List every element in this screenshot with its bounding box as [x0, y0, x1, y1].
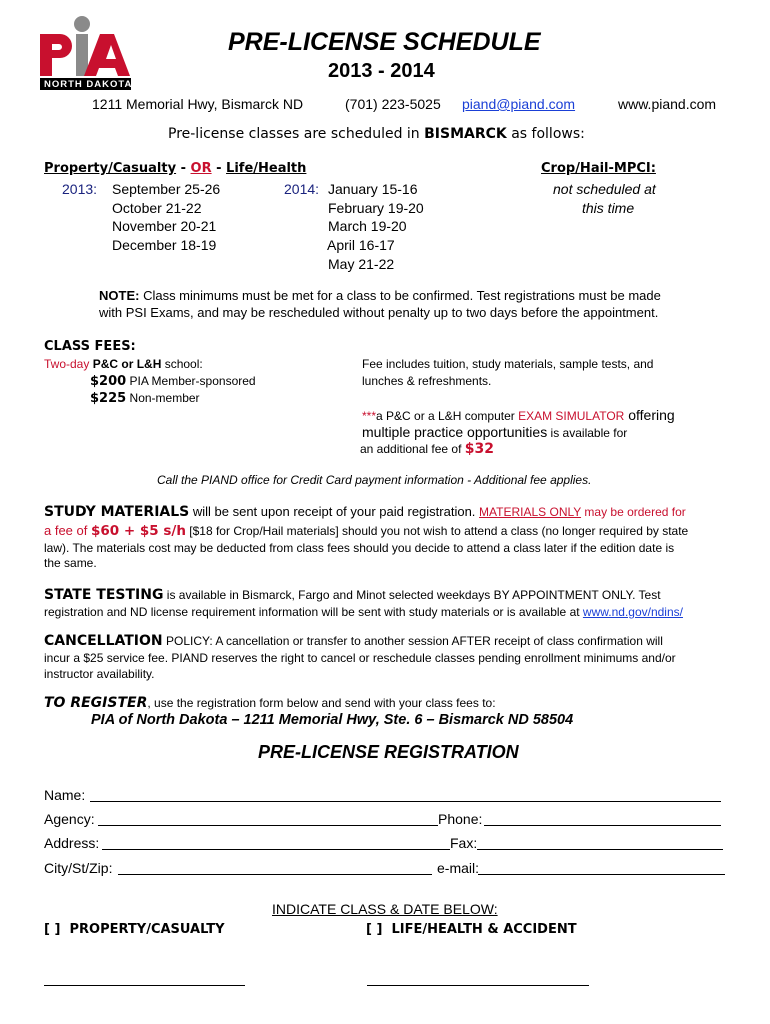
date-2014-4: April 16-17: [327, 237, 395, 253]
fees-heading: CLASS FEES:: [44, 339, 136, 354]
agency-field[interactable]: [98, 825, 438, 826]
simulator-line-2: [362, 424, 627, 442]
testing-heading: STATE TESTING: [44, 587, 164, 603]
header-address: 1211 Memorial Hwy, Bismarck ND: [92, 96, 304, 112]
simulator-line-3: [360, 441, 494, 457]
city-label: City/St/Zip:: [44, 860, 113, 876]
member-text: PIA Member-sponsored: [126, 374, 256, 388]
testing-link[interactable]: www.nd.gov/ndins/: [582, 605, 683, 619]
register-line: [44, 695, 496, 711]
agency-label: Agency:: [44, 811, 95, 827]
crop-line-1: not scheduled at: [553, 181, 656, 197]
sim-line2a: multiple practice opportunities: [362, 424, 548, 440]
sim-red: EXAM SIMULATOR: [518, 409, 625, 423]
page-title: PRE-LICENSE SCHEDULE: [228, 28, 541, 56]
fax-field[interactable]: [477, 849, 723, 850]
pc-date-field[interactable]: [44, 985, 245, 986]
indicate-label: INDICATE CLASS & DATE BELOW:: [272, 901, 498, 917]
fees-includes-2: lunches & refreshments.: [362, 374, 492, 388]
or-label: OR: [190, 161, 212, 176]
sim-offering: offering: [624, 407, 675, 423]
credit-card-note: Call the PIAND office for Credit Card payment information - Additional fee applies.: [157, 473, 592, 487]
fees-twoday: Two-day: [44, 357, 93, 371]
testing-text-1: is available in Bismarck, Fargo and Minot selected weekdays BY APPOINTMENT ONLY. Test: [163, 588, 661, 602]
page-year: 2013 - 2014: [328, 60, 435, 82]
testing-text-2: registration and ND license requirement information will be sent with study materials or is available at: [44, 605, 583, 619]
address-label: Address:: [44, 835, 100, 851]
sim-line3: an additional fee of: [360, 442, 465, 456]
schedule-heading: [44, 161, 306, 176]
study-text-2: may be ordered for: [581, 505, 686, 519]
date-2014-1: January 15-16: [328, 181, 418, 197]
simulator-line-1: [362, 407, 675, 423]
lh-checkbox-label: LIFE/HEALTH & ACCIDENT: [391, 922, 577, 937]
sim-stars: ***: [362, 409, 377, 423]
nonmember-price: $225: [90, 391, 127, 406]
study-fee-prefix: a fee of: [44, 523, 91, 538]
fees-school-bold: P&C or L&H: [92, 357, 162, 371]
dash-1: -: [176, 161, 191, 176]
study-fee-price: $60 + $5 s/h: [90, 523, 186, 539]
crop-label: Crop/Hail-MPCI:: [541, 161, 656, 176]
sim-line2b: is available for: [547, 426, 628, 440]
date-2014-2: February 19-20: [328, 200, 424, 216]
lh-checkbox[interactable]: [ ]: [366, 922, 383, 937]
register-text: , use the registration form below and send with your class fees to:: [147, 696, 496, 710]
lh-date-field[interactable]: [367, 985, 589, 986]
email-label: e-mail:: [437, 860, 480, 876]
testing-line-2: [44, 605, 683, 619]
cancel-text-1: POLICY: A cancellation or transfer to another session AFTER receipt of class confirmation will: [162, 634, 663, 648]
form-title: PRE-LICENSE REGISTRATION: [258, 742, 519, 762]
testing-line-1: [44, 587, 661, 603]
nonmember-text: Non-member: [126, 391, 200, 405]
study-line-4: the same.: [44, 556, 97, 570]
register-heading: TO REGISTER: [44, 695, 148, 711]
study-line-1: [44, 504, 686, 520]
pia-logo: [38, 14, 133, 92]
member-price: $200: [90, 374, 127, 389]
study-heading: STUDY MATERIALS: [44, 504, 190, 520]
fees-includes-1: Fee includes tuition, study materials, sample tests, and: [362, 357, 654, 371]
date-2014-5: May 21-22: [328, 256, 395, 272]
date-2013-3: November 20-21: [112, 218, 217, 234]
name-field[interactable]: [90, 801, 721, 802]
study-text-3: [$18 for Crop/Hail materials] should you not wish to attend a class (no longer required by state: [185, 524, 689, 538]
fees-nonmember-line: [90, 391, 200, 406]
intro-city: BISMARCK: [424, 126, 507, 142]
fees-school-line: [44, 357, 203, 371]
study-line-3: law). The materials cost may be deducted from class fees should you decide to attend a class later if the edition date is: [44, 541, 675, 555]
phone-label: Phone:: [438, 811, 483, 827]
intro-text: Pre-license classes are scheduled in: [168, 126, 425, 142]
study-text-1: will be sent upon receipt of your paid registration.: [189, 504, 480, 519]
email-field[interactable]: [478, 874, 725, 875]
name-label: Name:: [44, 787, 86, 803]
date-2013-2: October 21-22: [112, 200, 202, 216]
address-field[interactable]: [102, 849, 450, 850]
logo-band-text: NORTH DAKOTA: [44, 79, 133, 90]
pc-label: Property/Casualty: [44, 161, 177, 176]
fees-school: school:: [161, 357, 203, 371]
phone-field[interactable]: [484, 825, 721, 826]
lh-checkbox-row: [366, 922, 577, 937]
intro-line: [168, 126, 585, 142]
note-line-1: [99, 288, 661, 303]
sim-price: $32: [464, 441, 494, 457]
dash-2: -: [211, 161, 227, 176]
study-line-2: [44, 523, 688, 539]
cancel-heading: CANCELLATION: [44, 633, 163, 649]
year-2014-label: 2014:: [284, 181, 320, 197]
note-label: NOTE:: [99, 288, 140, 303]
year-2013-label: 2013:: [62, 181, 98, 197]
fax-label: Fax:: [450, 835, 478, 851]
date-2013-4: December 18-19: [112, 237, 217, 253]
header-email-link[interactable]: piand@piand.com: [462, 96, 576, 112]
pc-checkbox-label: PROPERTY/CASUALTY: [69, 922, 225, 937]
date-2013-1: September 25-26: [112, 181, 221, 197]
pc-checkbox[interactable]: [ ]: [44, 922, 61, 937]
sim-a: a P&C or a L&H computer: [376, 409, 519, 423]
cancel-line-3: instructor availability.: [44, 667, 155, 681]
date-2014-3: March 19-20: [328, 218, 407, 234]
materials-only: MATERIALS ONLY: [479, 505, 582, 519]
fees-member-line: [90, 374, 256, 389]
city-field[interactable]: [118, 874, 432, 875]
note-line-2: with PSI Exams, and may be rescheduled without penalty up to two days before the appointment.: [99, 305, 659, 320]
crop-line-2: this time: [582, 200, 635, 216]
cancel-line-2: incur a $25 service fee. PIAND reserves the right to cancel or reschedule classes pending enrollment minimums and/or: [44, 651, 676, 665]
register-address: PIA of North Dakota – 1211 Memorial Hwy, Ste. 6 – Bismarck ND 58504: [91, 712, 574, 728]
note-text-1: Class minimums must be met for a class to be confirmed. Test registrations must be made: [139, 288, 661, 303]
cancel-line-1: [44, 633, 663, 649]
lh-label: Life/Health: [226, 161, 307, 176]
pc-checkbox-row: [44, 922, 225, 937]
intro-suffix: as follows:: [506, 126, 585, 142]
header-phone: (701) 223-5025: [345, 96, 441, 112]
header-website: www.piand.com: [618, 96, 717, 112]
